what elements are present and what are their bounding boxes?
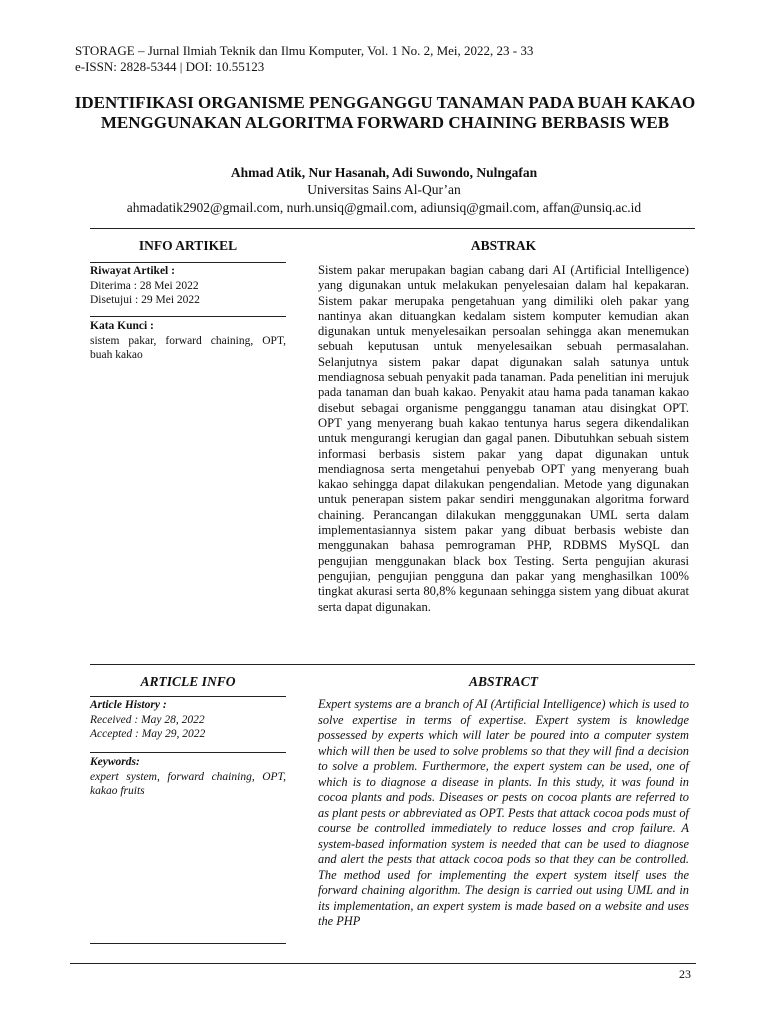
page-number: 23 xyxy=(679,967,691,981)
left-rule-indo-1 xyxy=(90,262,286,263)
keywords-text: expert system, forward chaining, OPT, kakao fruits xyxy=(90,770,286,797)
history-label: Riwayat Artikel : xyxy=(90,265,175,277)
author-list: Ahmad Atik, Nur Hasanah, Adi Suwondo, Nulngafan xyxy=(230,165,538,180)
left-rule-indo-2 xyxy=(90,316,286,317)
abstrak-text: Sistem pakar merupakan bagian cabang dari AI (Artificial Intelligence) yang digunakan untuk melakukan penyelesaian dalam hal kepakaran. Sistem pakar merupaka pengetahuan yang dimiliki oleh pakar yang nantinya akan dituangkan kedalam sistem komputer kemudian akan digunakan untuk menyelesaikan persoalan sehingga akan menemukan sebuah keputusan untuk menyelesaikan sebuah permasalahan. Selanjutnya sistem pakar dapat digunakan salah satunya untuk mendiagnosa sebuah penyakit pada tanaman. Pada penelitian ini merujuk pada tanaman dan buah kakao. Penyakit atau hama pada tanaman kakao disebut sebagai organisme pengganggu tanaman atau disingkat OPT. OPT yang menyerang buah kakao tentunya harus segera dikendalikan untuk mengurangi kerugian dan gagal panen. Dibutuhkan sebuah sistem informasi berbasis sistem pakar yang dapat digunakan untuk mendiagnosa serta mengetahui penyebab OPT yang menyerang buah kakao sehingga dapat dilakukan pengendalian. Metode yang digunakan untuk penerapan sistem pakar sendiri menggunakan algoritma forward chaining. Perancangan dilakukan mengggunakan UML serta dalam implementasiannya sistem pakar yang dibuat berbasis webiste dan menggunakan bahasa pemrograman PHP, RDBMS MySQL dan pengujian menggunakan black box Testing. Serta pengujian akurasi pengujian, pengujian pengguna dan pakar yang menghasilkan 100% tingkat akurasi serta 80,8% kegunaan sehingga sistem yang dibuat akurat serta dapat digunakan. xyxy=(318,263,689,614)
article-history-english xyxy=(90,698,286,742)
top-rule-indo xyxy=(90,228,695,229)
abstract-text: Expert systems are a branch of AI (Artificial Intelligence) which is used to solve expertise in terms of expertise. Expert system is knowledge possessed by experts which will later be poured into a computer system which will then be used to solve problems so that they will find a decision to solve a problem. Furthermore, the expert system can be used, one of which is to diagnose a disease in plants. In this study, it was found in cocoa plants and pods. Diseases or pests on cocoa plants are referred to as plant pests or abbreviated as OPT. Pests that attack cocoa pods must of course be controlled immediately to reduce losses and crop failure. A system-based information system is needed that can be used to diagnose and alert the pests that attack cocoa pods so that they can be controlled. The method used for implementing the expert system itself uses the forward chaining algorithm. The design is carried out using UML and in its implementation, an expert system is made based on a website and uses the PHP xyxy=(318,697,689,928)
keywords-english xyxy=(90,755,286,799)
article-info-heading: ARTICLE INFO xyxy=(140,674,236,689)
accepted-date: Accepted : May 29, 2022 xyxy=(90,728,206,740)
left-rule-english-bottom xyxy=(90,943,286,944)
keywords-indo xyxy=(90,319,286,363)
keywords-label: Keywords: xyxy=(90,756,140,768)
journal-header xyxy=(75,43,533,75)
history-label: Article History : xyxy=(90,699,167,711)
accepted-date: Disetujui : 29 Mei 2022 xyxy=(90,294,200,306)
journal-citation: STORAGE – Jurnal Ilmiah Teknik dan Ilmu Komputer, Vol. 1 No. 2, Mei, 2022, 23 - 33 xyxy=(75,43,534,58)
article-history-indo xyxy=(90,264,286,308)
received-date: Diterima : 28 Mei 2022 xyxy=(90,279,199,292)
paper-title: IDENTIFIKASI ORGANISME PENGGANGGU TANAMAN PADA BUAH KAKAO MENGGUNAKAN ALGORITMA FORWARD CHAINING BERBASIS WEB xyxy=(74,93,696,132)
received-date: Received : May 28, 2022 xyxy=(90,713,205,726)
author-emails: ahmadatik2902@gmail.com, nurh.unsiq@gmail.com, adiunsiq@gmail.com, affan@unsiq.ac.id xyxy=(126,200,642,215)
keywords-text: sistem pakar, forward chaining, OPT, buah kakao xyxy=(90,334,286,361)
top-rule-english xyxy=(90,664,695,665)
journal-issn-doi: e-ISSN: 2828-5344 | DOI: 10.55123 xyxy=(75,59,265,74)
left-rule-english-2 xyxy=(90,752,286,753)
info-artikel-heading: INFO ARTIKEL xyxy=(138,238,238,253)
abstrak-heading: ABSTRAK xyxy=(470,238,537,253)
left-rule-english-1 xyxy=(90,696,286,697)
footer-rule xyxy=(70,963,696,964)
abstract-heading: ABSTRACT xyxy=(468,674,539,689)
keywords-label: Kata Kunci : xyxy=(90,320,154,332)
affiliation: Universitas Sains Al-Qur’an xyxy=(307,182,461,197)
